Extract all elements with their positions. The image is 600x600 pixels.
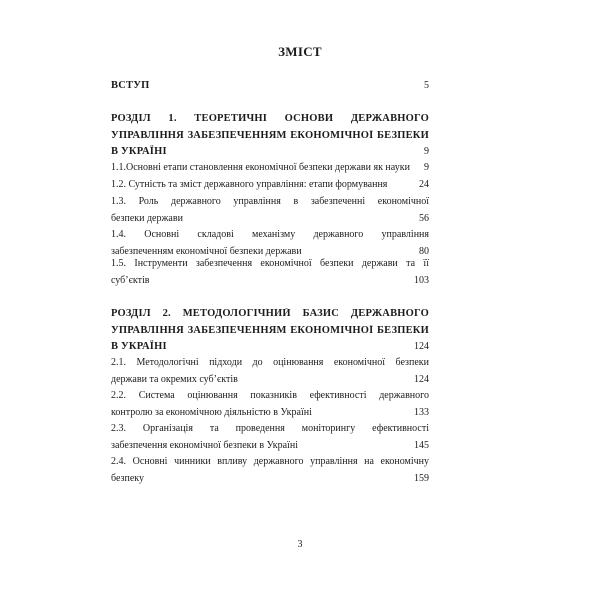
toc-entry-page: 9 (424, 162, 429, 173)
toc-entry-line: 1.5. Інструменти забезпечення економічної безпеки держави та її (111, 258, 429, 269)
toc-entry-line: УПРАВЛІННЯ ЗАБЕЗПЕЧЕННЯМ ЕКОНОМІЧНОЇ БЕЗПЕКИ (111, 324, 429, 336)
toc-entry-line: 2.2. Система оцінювання показників ефективності державного (111, 390, 429, 401)
toc-entry-line: В УКРАЇНІ (111, 341, 167, 352)
toc-entry-page: 56 (419, 212, 429, 224)
toc-entry-line: ВСТУП (111, 80, 150, 91)
toc-entry-line: забезпечення економічної безпеки в Україні (111, 439, 298, 451)
toc-entry-line: 2.4. Основні чинники впливу державного управління на економічну (111, 456, 429, 467)
toc-entry-line: суб’єктів (111, 274, 150, 286)
toc-entry-line: держави та окремих суб’єктів (111, 373, 238, 385)
toc-entry-line: 2.3. Організація та проведення моніторингу ефективності (111, 423, 429, 434)
toc-entry-line: 1.1.Основні етапи становлення економічної безпеки держави як науки (111, 162, 410, 173)
page-title: ЗМІСТ (278, 44, 322, 59)
toc-entry-page: 9 (424, 146, 429, 157)
page-number: 3 (297, 539, 303, 550)
toc-entry-line: контролю за економічною діяльністю в Україні (111, 406, 312, 418)
toc-entry-line: РОЗДІЛ 2. МЕТОДОЛОГІЧНИЙ БАЗИС ДЕРЖАВНОГО (111, 308, 429, 319)
toc-entry-page: 5 (424, 80, 429, 91)
toc-entry-page: 145 (414, 439, 429, 451)
toc-entry-page: 80 (419, 245, 429, 257)
toc-entry-page: 133 (414, 406, 429, 418)
toc-entry-line: РОЗДІЛ 1. ТЕОРЕТИЧНІ ОСНОВИ ДЕРЖАВНОГО (111, 113, 429, 124)
toc-entry-page: 24 (419, 179, 429, 190)
toc-entry-page: 103 (414, 274, 429, 286)
toc-entry-line: 1.4. Основні складові механізму державного управління (111, 229, 429, 240)
toc-entry-line: 2.1. Методологічні підходи до оцінювання економічної безпеки (111, 357, 429, 368)
toc-entry-line: безпеку (111, 472, 144, 484)
toc-entry-line: 1.3. Роль державного управління в забезпеченні економічної (111, 196, 429, 207)
toc-entry-line: 1.2. Сутність та зміст державного управління: етапи формування (111, 179, 388, 190)
toc-entry-page: 159 (414, 472, 429, 484)
toc-entry-page: 124 (414, 373, 429, 385)
toc-entry-page: 124 (414, 341, 429, 352)
toc-entry-line: забезпеченням економічної безпеки держави (111, 245, 302, 257)
toc-entry-line: В УКРАЇНІ (111, 146, 167, 157)
toc-entry-line: УПРАВЛІННЯ ЗАБЕЗПЕЧЕННЯМ ЕКОНОМІЧНОЇ БЕЗПЕКИ (111, 129, 429, 141)
toc-entry-line: безпеки держави (111, 212, 183, 224)
